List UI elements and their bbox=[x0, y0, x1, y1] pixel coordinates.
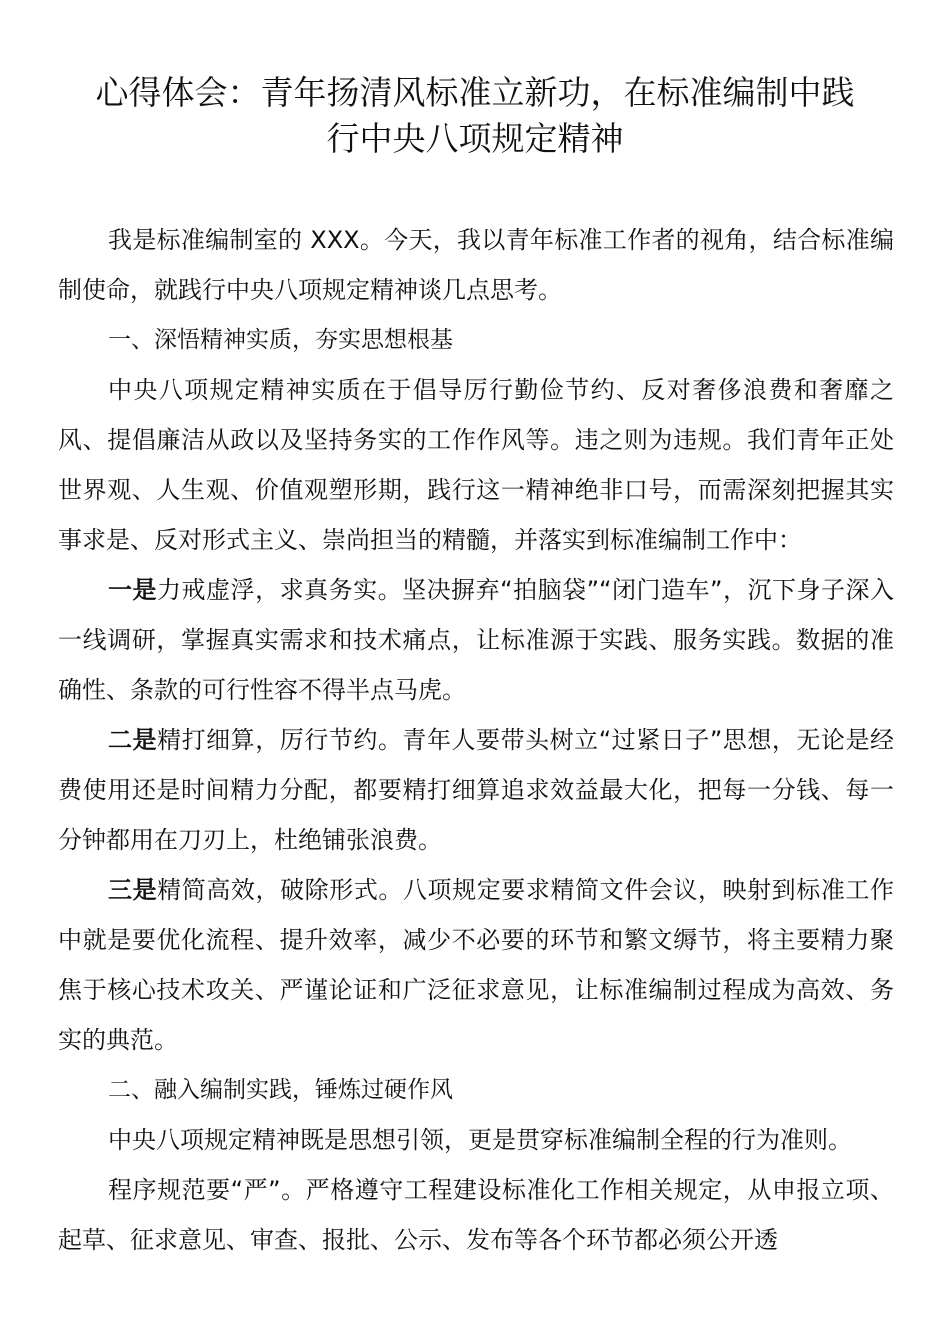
paragraph-5: 中央八项规定精神既是思想引领，更是贯穿标准编制全程的行为准则。 bbox=[108, 1126, 852, 1154]
document-title bbox=[60, 70, 890, 162]
paragraph-2-text: 力戒虚浮，求真务实。坚决摒弃“拍脑袋”“闭门造车”，沉下身子深入一线调研，掌握真实需求和技术痛点，让标准源于实践、服务实践。数据的准确性、条款的可行性容不得半点马虎。 bbox=[58, 576, 895, 704]
paragraph-4-lead: 三是 bbox=[108, 876, 158, 904]
section-heading-1: 一、深悟精神实质，夯实思想根基 bbox=[108, 327, 453, 353]
section-heading-2: 二、融入编制实践，锤炼过硬作风 bbox=[108, 1077, 453, 1103]
document-body bbox=[58, 215, 894, 1265]
title-line-2: 行中央八项规定精神 bbox=[326, 119, 624, 158]
paragraph-2-lead: 一是 bbox=[108, 576, 158, 604]
paragraph-6: 程序规范要“严”。严格遵守工程建设标准化工作相关规定，从申报立项、起草、征求意见、审查、报批、公示、发布等各个环节都必须公开透 bbox=[58, 1176, 894, 1254]
paragraph-2 bbox=[58, 565, 894, 715]
paragraph-3-lead: 二是 bbox=[108, 726, 158, 754]
paragraph-4 bbox=[58, 865, 894, 1065]
paragraph-1: 中央八项规定精神实质在于倡导厉行勤俭节约、反对奢侈浪费和奢靡之风、提倡廉洁从政以及坚持务实的工作作风等。违之则为违规。我们青年正处世界观、人生观、价值观塑形期，践行这一精神绝非口号，而需深刻把握其实事求是、反对形式主义、崇尚担当的精髓，并落实到标准编制工作中： bbox=[58, 376, 894, 554]
paragraph-3 bbox=[58, 715, 894, 865]
title-line-1: 心得体会：青年扬清风标准立新功，在标准编制中践 bbox=[95, 73, 855, 112]
intro-paragraph: 我是标准编制室的 XXX。今天，我以青年标准工作者的视角，结合标准编制使命，就践行中央八项规定精神谈几点思考。 bbox=[58, 226, 894, 304]
paragraph-3-text: 精打细算，厉行节约。青年人要带头树立“过紧日子”思想，无论是经费使用还是时间精力分配，都要精打细算追求效益最大化，把每一分钱、每一分钟都用在刀刃上，杜绝铺张浪费。 bbox=[58, 726, 894, 854]
paragraph-4-text: 精简高效，破除形式。八项规定要求精简文件会议，映射到标准工作中就是要优化流程、提升效率，减少不必要的环节和繁文缛节，将主要精力聚焦于核心技术攻关、严谨论证和广泛征求意见，让标准编制过程成为高效、务实的典范。 bbox=[58, 876, 895, 1054]
